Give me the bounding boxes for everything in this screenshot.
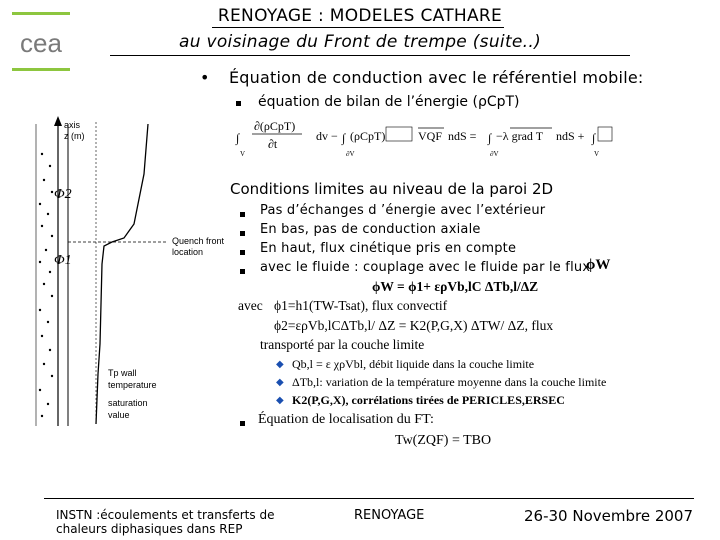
svg-text:−λ grad T: −λ grad T: [496, 129, 544, 143]
wall-temperature-curve: [96, 124, 148, 424]
title-line-1: RENOYAGE : MODELES CATHARE: [217, 6, 503, 26]
condition-item-3: En haut, flux cinétique pris en compte: [260, 241, 517, 256]
title-underline-2: [110, 55, 630, 56]
equation-avec: avec: [238, 298, 263, 313]
quench-front-label-1: Quench front: [172, 236, 225, 246]
energy-equation-image: [234, 118, 620, 164]
tp-label-4: value: [108, 410, 130, 420]
phi1-label: Φ1: [54, 253, 72, 268]
phi-w-symbol: ϕW: [586, 257, 611, 273]
diamond-bullet-2: ◆: [276, 377, 284, 388]
diamond-bullet-3: ◆: [276, 395, 284, 406]
condition-item-4: avec le fluide : couplage avec le fluide par le flux: [260, 260, 591, 275]
detail-item-3: K2(P,G,X), corrélations tirées de PERICLES,ERSEC: [292, 393, 565, 407]
footer-center: RENOYAGE: [354, 508, 425, 523]
svg-text:∂V: ∂V: [346, 150, 355, 158]
phi2-label: Φ2: [54, 187, 72, 202]
footer-right: 26-30 Novembre 2007: [524, 507, 693, 525]
axis-label-1: axis: [64, 120, 81, 130]
svg-text:∂t: ∂t: [268, 137, 278, 151]
equation-phi-2-cont: transporté par la couche limite: [260, 337, 425, 352]
detail-item-2: ΔTb,l: variation de la température moyenne dans la couche limite: [292, 375, 607, 389]
svg-text:∫: ∫: [342, 131, 346, 145]
cea-logo-text: cea: [20, 28, 62, 58]
svg-text:∂(ρCpT): ∂(ρCpT): [254, 119, 296, 133]
condition-bullet-1: [240, 212, 245, 217]
condition-bullet-4: [240, 269, 245, 274]
quench-front-label-2: location: [172, 247, 204, 257]
detail-item-1: Qb,l = ε χρVbl, débit liquide dans la couche limite: [292, 357, 535, 371]
svg-text:(ρCpT): (ρCpT): [350, 129, 386, 143]
svg-text:dv −: dv −: [316, 129, 338, 143]
cea-logo: [10, 10, 72, 72]
tp-label-1: Tp wall: [108, 368, 137, 378]
svg-text:ndS =: ndS =: [448, 129, 477, 143]
svg-text:ndS +: ndS +: [556, 129, 585, 143]
svg-text:VQF: VQF: [418, 129, 443, 143]
svg-text:V: V: [594, 150, 600, 158]
diamond-bullet-1: ◆: [276, 359, 284, 370]
condition-item-2: En bas, pas de conduction axiale: [260, 222, 481, 237]
title-line-2: au voisinage du Front de trempe (suite..): [178, 32, 542, 52]
localisation-equation: Tw(ZQF) = TBO: [395, 433, 492, 448]
footer-rule: [44, 498, 694, 499]
svg-text:∫: ∫: [488, 131, 492, 145]
conditions-title: Conditions limites au niveau de la paroi 2D: [230, 180, 554, 198]
bullet-dot: •: [200, 68, 210, 87]
condition-bullet-2: [240, 231, 245, 236]
footer-left-2: chaleurs diphasiques dans REP: [56, 522, 243, 536]
equation-phi-1: ϕ1=h1(TW-Tsat), flux convectif: [274, 298, 448, 313]
footer-left-1: INSTN :écoulements et transferts de: [56, 508, 275, 522]
intro-sub-bullet: équation de bilan de l’énergie (ρCpT): [258, 94, 520, 110]
z-axis-arrow: [54, 116, 62, 126]
tp-label-2: temperature: [108, 380, 157, 390]
tp-label-3: saturation: [108, 398, 148, 408]
svg-text:V: V: [240, 150, 246, 158]
equation-phi-2: ϕ2=ερVb,lCΔTb,l/ ΔZ = K2(P,G,X) ΔTW/ ΔZ, flux: [274, 318, 554, 333]
svg-text:∂V: ∂V: [490, 150, 499, 158]
sub-bullet-square: [236, 101, 241, 106]
droplets: [39, 153, 53, 417]
condition-item-1: Pas d’échanges d ’énergie avec l’extérieur: [260, 203, 546, 218]
svg-text:∫: ∫: [236, 131, 240, 145]
svg-text:∫: ∫: [592, 131, 596, 145]
condition-bullet-3: [240, 250, 245, 255]
equation-phi-w: ϕW = ϕ1+ ερVb,lC ΔTb,l/ΔZ: [372, 279, 539, 294]
intro-bullet-text: Équation de conduction avec le référentiel mobile:: [229, 68, 644, 87]
localisation-text: Équation de localisation du FT:: [258, 412, 434, 427]
axis-label-2: z (m): [64, 131, 85, 141]
localisation-bullet: [240, 421, 245, 426]
title-underline-1: [212, 27, 504, 28]
